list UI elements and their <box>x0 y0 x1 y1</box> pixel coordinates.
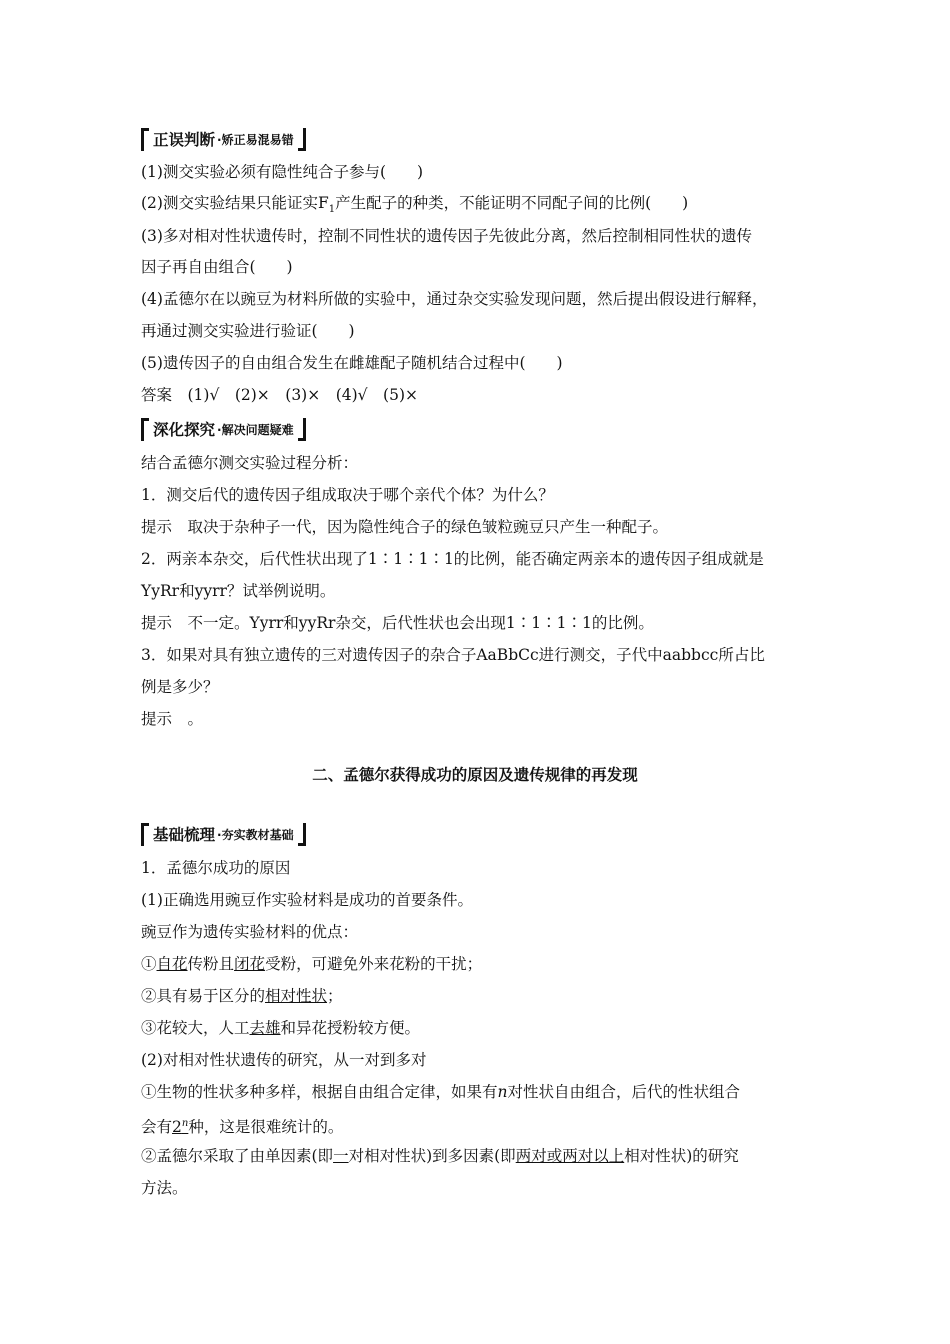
text: 对相对性状)到多因素(即 <box>348 1147 516 1165</box>
bracket-left-icon <box>141 823 149 846</box>
q2-subscript: 1 <box>328 204 336 216</box>
blank-answer: 相对性状 <box>265 987 328 1005</box>
text: ③花较大，人工 <box>141 1019 250 1037</box>
shenhua-hint-1: 提示 取决于杂种子一代，因为隐性纯合子的绿色皱粒豌豆只产生一种配子。 <box>141 518 669 536</box>
question-3-line-2: 因子再自由组合( ) <box>141 258 293 276</box>
jichu-line-8 <box>141 1081 740 1103</box>
shenhua-problem-3-line-1: 3．如果对具有独立遗传的三对遗传因子的杂合子AaBbCc进行测交，子代中aabbcc所占比 <box>141 646 765 664</box>
jichu-line-2: (1)正确选用豌豆作实验材料是成功的首要条件。 <box>141 891 473 909</box>
jichu-line-7: (2)对相对性状遗传的研究，从一对到多对 <box>141 1051 427 1069</box>
text: 对性状自由组合，后代的性状组合 <box>507 1083 741 1101</box>
q2-text-a: (2)测交实验结果只能证实F <box>141 194 329 212</box>
header-main: 深化探究 <box>153 421 216 439</box>
bracket-right-icon <box>298 418 306 441</box>
question-3-line-1: (3)多对相对性状遗传时，控制不同性状的遗传因子先彼此分离，然后控制相同性状的遗传 <box>141 227 752 245</box>
question-4-line-1: (4)孟德尔在以豌豆为材料所做的实验中，通过杂交实验发现问题，然后提出假设进行解释， <box>141 290 768 308</box>
header-main: 正误判断 <box>153 131 216 149</box>
q2-text-b: 产生配子的种类，不能证明不同配子间的比例( ) <box>335 194 689 212</box>
blank-answer: 两对或两对以上 <box>515 1147 625 1165</box>
blank-answer: 去雄 <box>249 1019 281 1037</box>
jichu-line-6 <box>141 1017 420 1039</box>
shenhua-problem-3-line-2: 例是多少？ <box>141 678 219 696</box>
blank-answer: 自花 <box>156 955 188 973</box>
jichu-line-1: 1．孟德尔成功的原因 <box>141 859 291 877</box>
blank-answer: 一 <box>333 1147 349 1165</box>
exponent: n <box>181 1118 189 1129</box>
base: 2 <box>172 1118 182 1137</box>
section-header-jichu <box>141 822 306 846</box>
section-2-title: 二、孟德尔获得成功的原因及遗传规律的再发现 <box>312 766 638 784</box>
variable-n: n <box>497 1083 508 1101</box>
question-2 <box>141 192 688 221</box>
shenhua-hint-2: 提示 不一定。Yyrr和yyRr杂交，后代性状也会出现1∶1∶1∶1的比例。 <box>141 614 654 632</box>
jichu-line-4 <box>141 953 482 975</box>
jichu-line-11: 方法。 <box>141 1179 188 1197</box>
text: ； <box>327 987 343 1005</box>
header-main: 基础梳理 <box>153 826 216 844</box>
text: ②具有易于区分的 <box>141 987 266 1005</box>
jichu-line-9 <box>141 1113 343 1138</box>
text: ①生物的性状多种多样，根据自由组合定律，如果有 <box>141 1083 498 1101</box>
text: 受粉，可避免外来花粉的干扰； <box>265 955 483 973</box>
header-sub: ·解决问题疑难 <box>217 422 294 437</box>
bracket-left-icon <box>141 128 149 151</box>
shenhua-problem-1: 1．测交后代的遗传因子组成取决于哪个亲代个体？为什么？ <box>141 486 554 504</box>
shenhua-hint-3: 提示 。 <box>141 710 204 728</box>
section-header-shenhua <box>141 417 306 441</box>
question-5: (5)遗传因子的自由组合发生在雌雄配子随机结合过程中( ) <box>141 354 563 372</box>
bracket-right-icon <box>298 128 306 151</box>
blank-answer <box>172 1118 188 1136</box>
shenhua-problem-2-line-2: YyRr和yyrr？试举例说明。 <box>141 582 336 600</box>
text: 相对性状)的研究 <box>624 1147 739 1165</box>
blank-answer: 闭花 <box>234 955 266 973</box>
text: 会有 <box>141 1118 173 1137</box>
section-header-zhengwu <box>141 127 306 151</box>
circled-number-1: ① <box>141 955 157 973</box>
bracket-left-icon <box>141 418 149 441</box>
text: 和异花授粉较方便。 <box>280 1019 421 1037</box>
question-4-line-2: 再通过测交实验进行验证( ) <box>141 322 355 340</box>
text: 传粉且 <box>187 955 235 973</box>
header-sub: ·矫正易混易错 <box>217 132 294 147</box>
answer-line: 答案 (1)√ (2)× (3)× (4)√ (5)× <box>141 386 418 404</box>
text: ②孟德尔采取了由单因素(即 <box>141 1147 334 1165</box>
bracket-right-icon <box>298 823 306 846</box>
question-1: (1)测交实验必须有隐性纯合子参与( ) <box>141 163 424 181</box>
jichu-line-10 <box>141 1145 739 1167</box>
shenhua-intro: 结合孟德尔测交实验过程分析： <box>141 454 359 472</box>
jichu-line-5 <box>141 985 343 1007</box>
jichu-line-3: 豌豆作为遗传实验材料的优点： <box>141 923 359 941</box>
shenhua-problem-2-line-1: 2．两亲本杂交，后代性状出现了1∶1∶1∶1的比例，能否确定两亲本的遗传因子组成就是 <box>141 550 764 568</box>
text: 种，这是很难统计的。 <box>188 1118 344 1137</box>
header-sub: ·夯实教材基础 <box>217 827 294 842</box>
